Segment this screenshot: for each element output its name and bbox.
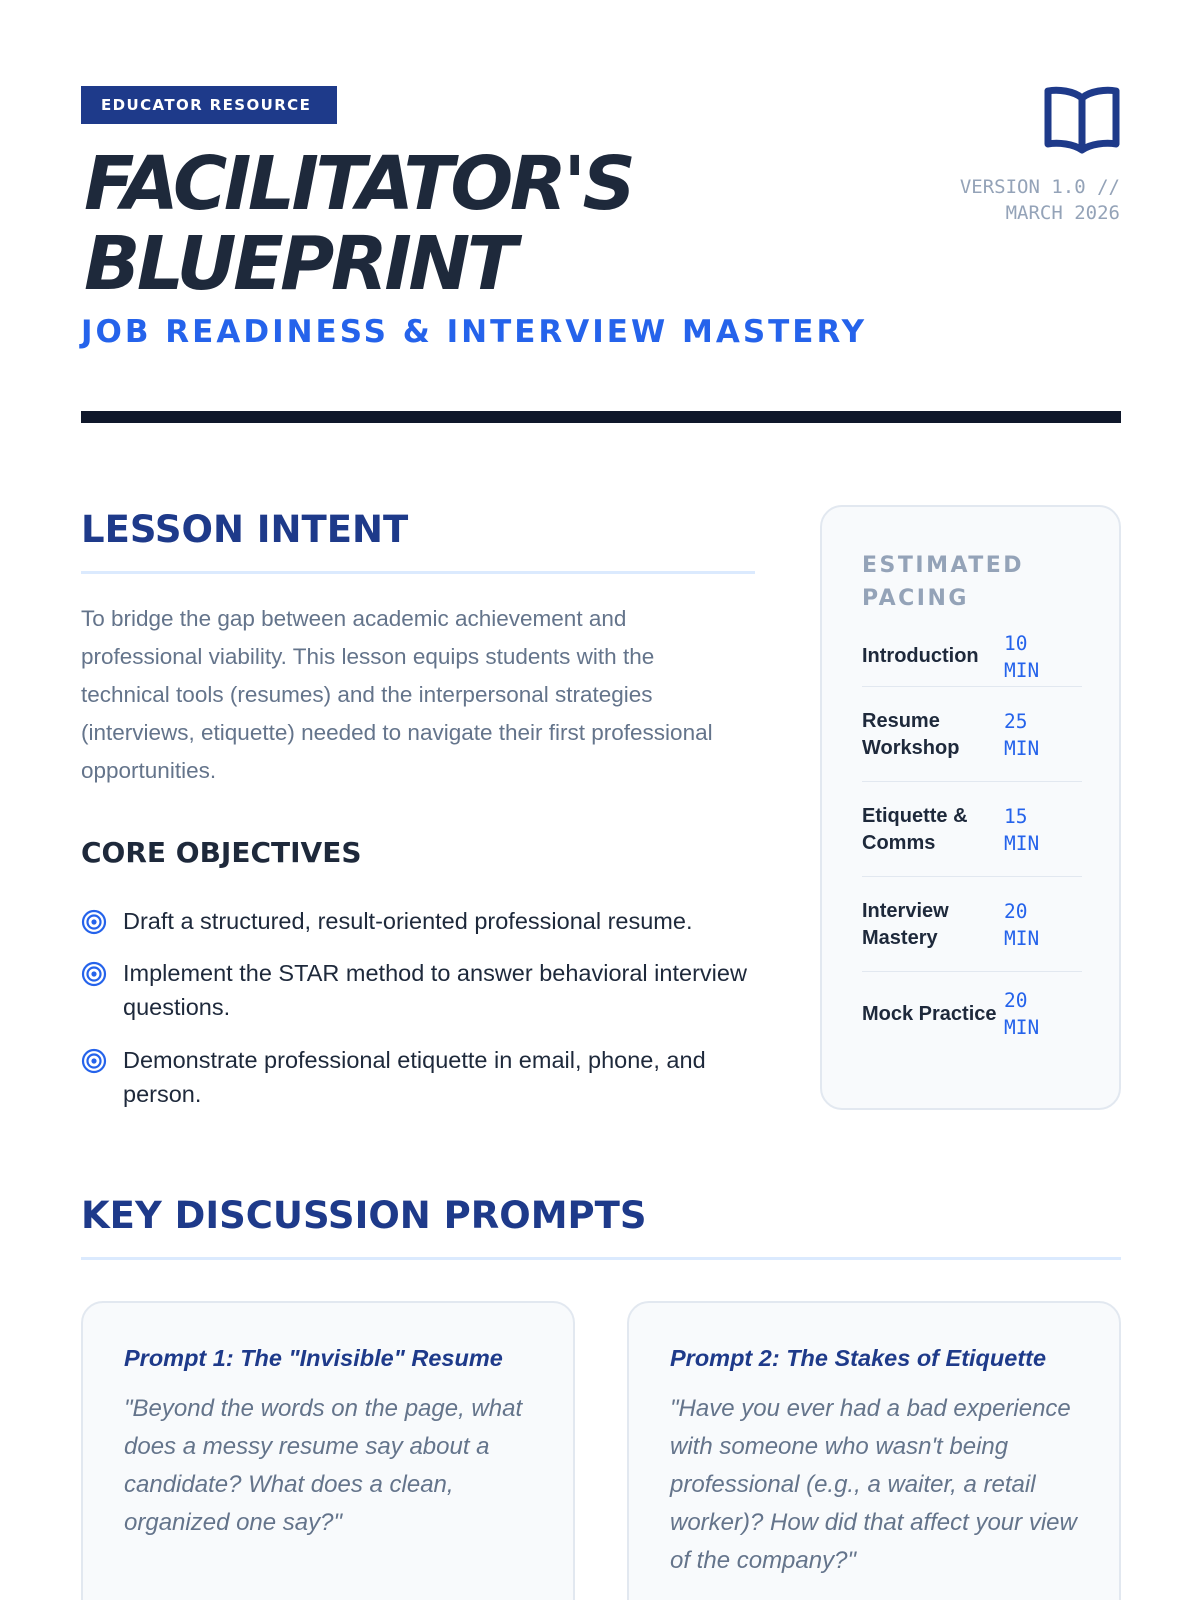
target-icon xyxy=(81,961,107,987)
page-title-line-1: FACILITATOR'S xyxy=(84,141,633,227)
version-number: VERSION 1.0 // xyxy=(959,176,1120,198)
version-date: MARCH 2026 xyxy=(1005,202,1120,224)
core-objectives-heading: CORE OBJECTIVES xyxy=(81,836,362,869)
header-divider xyxy=(81,411,1121,423)
version-info xyxy=(900,174,1120,226)
objective-text: Draft a structured, result-oriented professional resume. xyxy=(123,908,693,934)
pacing-row xyxy=(862,627,1082,687)
objective-item xyxy=(81,956,761,1024)
pacing-segment-time: 20 MIN xyxy=(1004,989,1040,1039)
target-icon xyxy=(81,909,107,935)
objective-text: Demonstrate professional etiquette in email, phone, and person. xyxy=(123,1047,706,1107)
lesson-intent-heading: LESSON INTENT xyxy=(81,508,409,551)
page-title xyxy=(84,141,864,307)
prompt-text: "Beyond the words on the page, what does a messy resume say about a candidate? What does a clean, organized one say?" xyxy=(124,1395,523,1536)
objective-item xyxy=(81,904,761,938)
objective-item xyxy=(81,1043,761,1111)
discussion-prompts-heading: KEY DISCUSSION PROMPTS xyxy=(81,1194,647,1237)
pacing-segment-time: 25 MIN xyxy=(1004,709,1040,760)
page-subtitle: JOB READINESS & INTERVIEW MASTERY xyxy=(81,314,868,350)
pacing-segment-label: Etiquette & Comms xyxy=(862,804,968,854)
pacing-segment-time: 10 MIN xyxy=(1004,631,1040,682)
objective-text: Implement the STAR method to answer behavioral interview questions. xyxy=(123,960,747,1020)
estimated-pacing-heading: ESTIMATED PACING xyxy=(862,553,1025,611)
prompt-title: Prompt 1: The "Invisible" Resume xyxy=(124,1345,503,1371)
open-book-icon xyxy=(1044,86,1120,156)
pacing-segment-time: 20 MIN xyxy=(1004,899,1040,950)
pacing-row xyxy=(862,878,1082,972)
educator-resource-badge: EDUCATOR RESOURCE xyxy=(81,86,337,124)
pacing-segment-label: Interview Mastery xyxy=(862,899,949,949)
lesson-intent-underline xyxy=(81,571,755,574)
pacing-segment-label: Resume Workshop xyxy=(862,709,960,759)
pacing-row xyxy=(862,973,1082,1055)
discussion-prompt-card xyxy=(81,1301,575,1600)
pacing-row xyxy=(862,688,1082,782)
lesson-intent-body: To bridge the gap between academic achievement and professional viability. This lesson equips students with the technical tools (resumes) and the interpersonal strategies (interviews, etiquette) needed to navigate their first professional opportunities. xyxy=(81,606,713,783)
discussion-prompt-card xyxy=(627,1301,1121,1600)
page-title-line-2: BLUEPRINT xyxy=(84,221,514,307)
target-icon xyxy=(81,1048,107,1074)
pacing-segment-label: Introduction xyxy=(862,645,979,667)
pacing-segment-time: 15 MIN xyxy=(1004,804,1040,855)
pacing-row xyxy=(862,783,1082,877)
estimated-pacing-card xyxy=(820,505,1121,1110)
discussion-prompts-underline xyxy=(81,1257,1121,1260)
prompt-title: Prompt 2: The Stakes of Etiquette xyxy=(670,1345,1047,1371)
prompt-text: "Have you ever had a bad experience with someone who wasn't being professional (e.g., a waiter, a retail worker)? How did that affect your view of the company?" xyxy=(670,1395,1077,1574)
pacing-segment-label: Mock Practice xyxy=(862,1002,997,1025)
